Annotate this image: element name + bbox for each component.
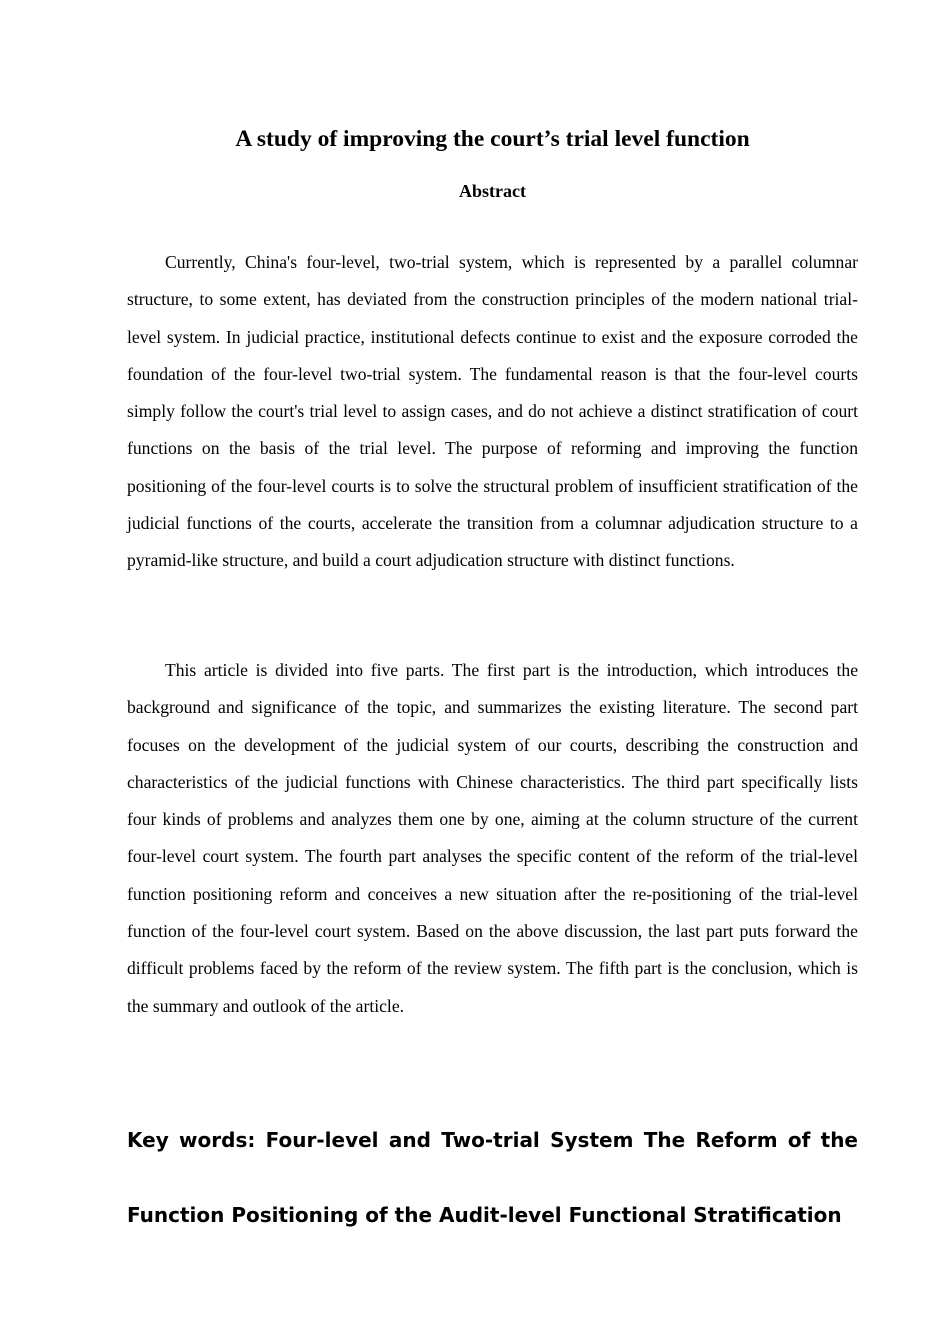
document-title: A study of improving the court’s trial level function <box>235 126 750 152</box>
abstract-heading: Abstract <box>459 181 526 201</box>
abstract-paragraph-1: Currently, China's four-level, two-trial system, which is represented by a parallel columnar structure, to some extent, has deviated from the construction principles of the modern national trial-level system. In judicial practice, institutional defects continue to exist and the exposure corroded the foundation of the four-level two-trial system. The fundamental reason is that the four-level courts simply follow the court's trial level to assign cases, and do not achieve a distinct stratification of court functions on the basis of the trial level. The purpose of reforming and improving the function positioning of the four-level courts is to solve the structural problem of insufficient stratification of the judicial functions of the courts, accelerate the transition from a columnar adjudication structure to a pyramid-like structure, and build a court adjudication structure with distinct functions. <box>127 252 858 571</box>
abstract-paragraph-2: This article is divided into five parts. The first part is the introduction, which introduces the background and significance of the topic, and summarizes the existing literature. The second part focuses on the development of the judicial system of our courts, describing the construction and characteristics of the judicial functions with Chinese characteristics. The third part specifically lists four kinds of problems and analyzes them one by one, aiming at the column structure of the current four-level court system. The fourth part analyses the specific content of the reform of the trial-level function positioning reform and conceives a new situation after the re-positioning of the trial-level function of the four-level court system. Based on the above discussion, the last part puts forward the difficult problems faced by the reform of the review system. The fifth part is the conclusion, which is the summary and outlook of the article. <box>127 660 858 1016</box>
keywords: Key words: Four-level and Two-trial System The Reform of the Function Positioning of the Audit-level Functional Stratification <box>127 1128 858 1227</box>
